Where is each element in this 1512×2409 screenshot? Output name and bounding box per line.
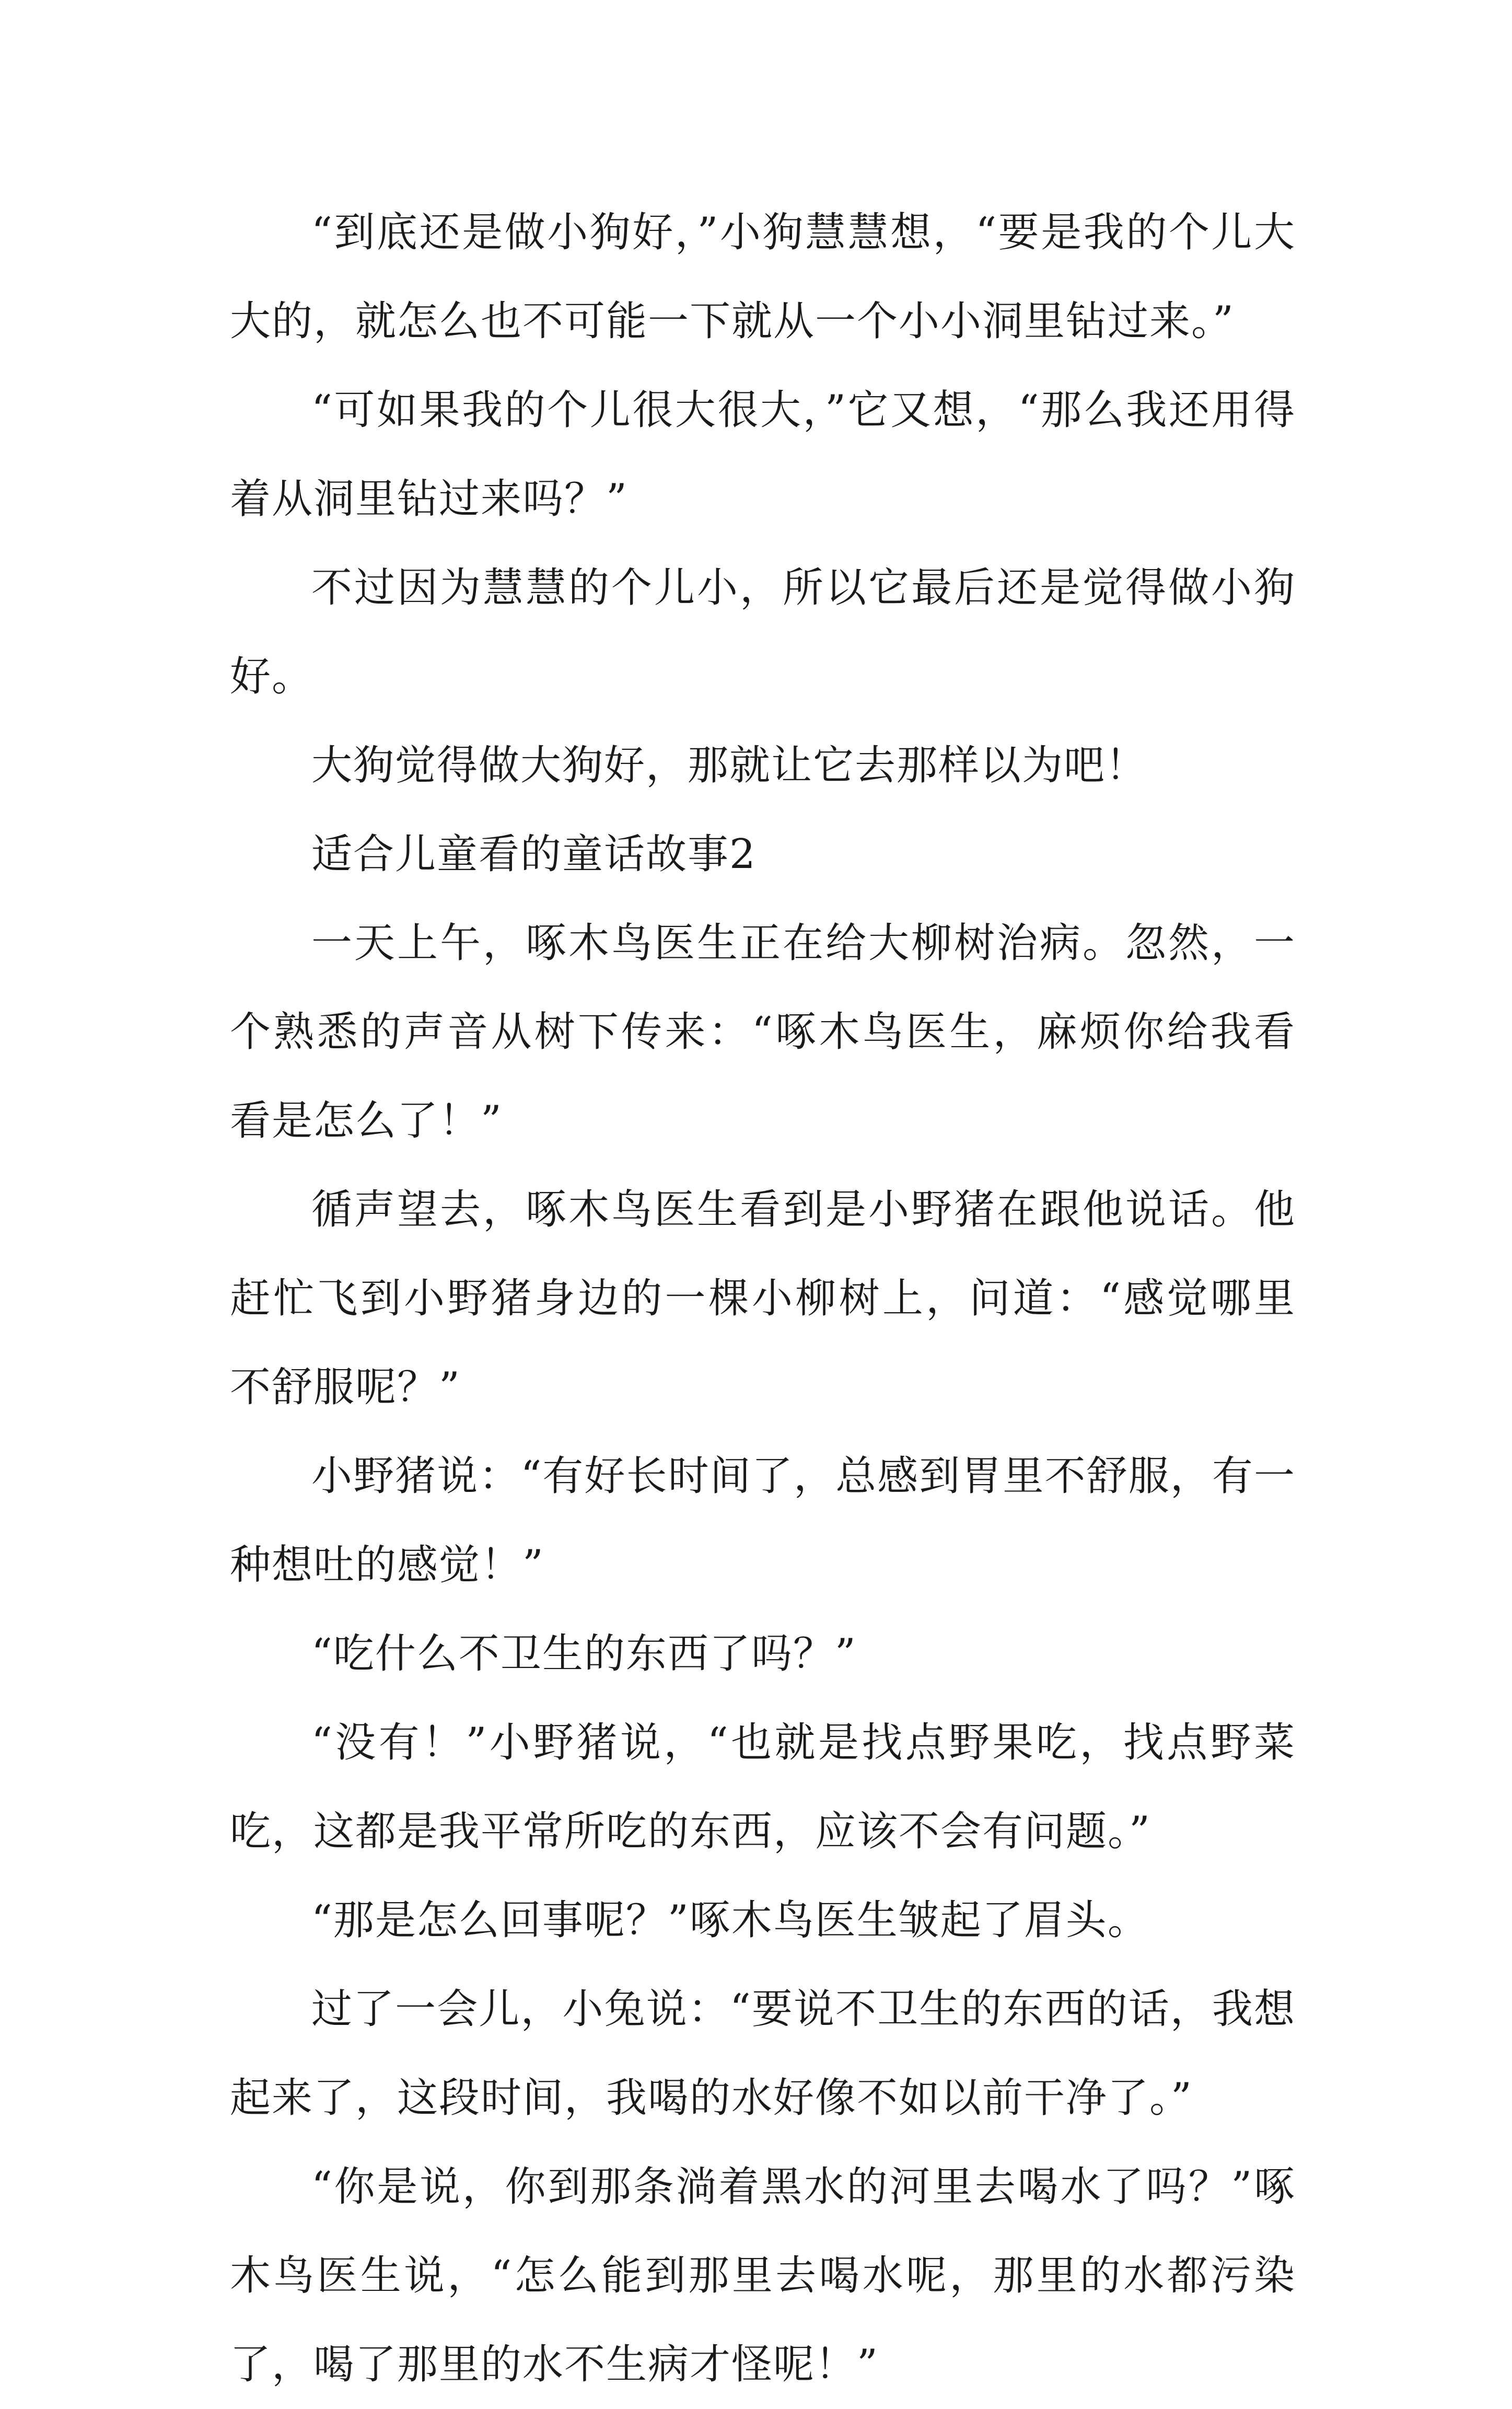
paragraph: “没有！”小野猪说，“也就是找点野果吃，找点野菜吃，这都是我平常所吃的东西，应该不会有问题。” — [230, 1719, 1296, 1855]
paragraph: 过了一会儿，小兔说：“要说不卫生的东西的话，我想起来了，这段时间，我喝的水好像不如以前干净了。” — [230, 1986, 1296, 2122]
paragraph: “可如果我的个儿很大很大，”它又想，“那么我还用得着从洞里钻过来吗？” — [230, 387, 1296, 523]
paragraph: “吃什么不卫生的东西了吗？” — [311, 1630, 857, 1677]
paragraph: 不过因为慧慧的个儿小，所以它最后还是觉得做小狗好。 — [230, 564, 1296, 700]
paragraph: 一天上午，啄木鸟医生正在给大柳树治病。忽然，一个熟悉的声音从树下传来：“啄木鸟医生，麻烦你给我看看是怎么了！” — [230, 920, 1296, 1144]
paragraph: “你是说，你到那条淌着黑水的河里去喝水了吗？”啄木鸟医生说，“怎么能到那里去喝水呢，那里的水都污染了，喝了那里的水不生病才怪呢！” — [230, 2163, 1296, 2388]
paragraph: “到底还是做小狗好，”小狗慧慧想，“要是我的个儿大大的，就怎么也不可能一下就从一个小小洞里钻过来。” — [230, 209, 1296, 345]
paragraph: “那是怎么回事呢？”啄木鸟医生皱起了眉头。 — [311, 1897, 1149, 1944]
paragraph: 大狗觉得做大狗好，那就让它去那样以为吧！ — [311, 742, 1148, 789]
document-body — [230, 188, 1296, 2409]
section-heading: 适合儿童看的童话故事2 — [311, 831, 757, 878]
paragraph: 循声望去，啄木鸟医生看到是小野猪在跟他说话。他赶忙飞到小野猪身边的一棵小柳树上，问道：“感觉哪里不舒服呢？” — [230, 1186, 1296, 1411]
paragraph: 小野猪说：“有好长时间了，总感到胃里不舒服，有一种想吐的感觉！” — [230, 1453, 1296, 1589]
